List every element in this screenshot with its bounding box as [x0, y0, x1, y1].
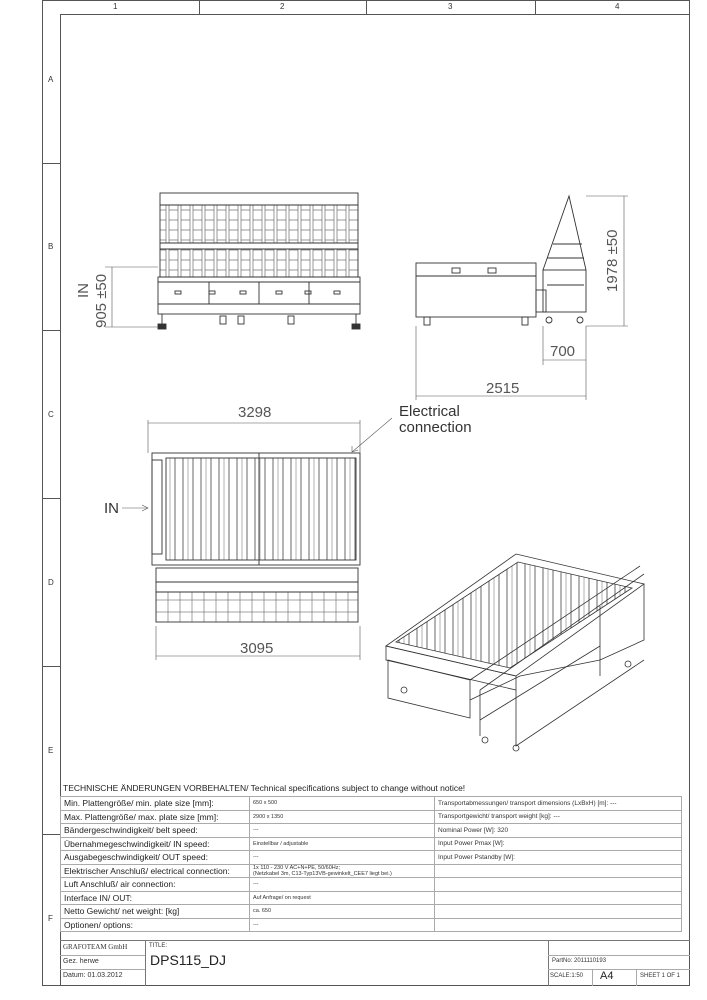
front-view — [158, 193, 360, 329]
spec-row: Optionen/ options: --- — [61, 918, 682, 932]
column-label-2: 2 — [280, 2, 285, 11]
spec-row: Min. Plattengröße/ min. plate size [mm]: 650 x 500 Transportabmessungen/ transport dimensions (LxBxH) [m]: --- — [61, 797, 682, 811]
spec-row: Übernahmegeschwindigkeit/ IN speed: Einstellbar / adjustable Input Power Pmax [W]: — [61, 837, 682, 851]
column-label-1: 1 — [113, 2, 118, 11]
spec-row: Netto Gewicht/ net weight: [kg] ca. 650 — [61, 905, 682, 919]
total-height-dimension: 1978 ±50 — [604, 229, 621, 292]
dimension-in-905 — [105, 267, 158, 327]
row-label-a: A — [48, 75, 54, 84]
row-label-f: F — [48, 914, 53, 923]
row-label-c: C — [48, 410, 54, 419]
electrical-connection-label-1: Electrical — [399, 403, 460, 420]
part-number: PartNo: 2011110193 — [552, 958, 607, 964]
column-label-3: 3 — [448, 2, 453, 11]
side-view-dimensions — [416, 196, 628, 400]
spec-row: Max. Plattengröße/ max. plate size [mm]: 2900 x 1350 Transportgewicht/ transport weight [kg]: --- — [61, 810, 682, 824]
in-arrow-label: IN — [104, 500, 119, 517]
sheet-number: SHEET 1 OF 1 — [640, 973, 680, 979]
spec-row: Elektrischer Anschluß/ electrical connection: 1x 110 - 230 V AC+N+PE, 50/60Hz; (Netzkabel 3m, C13-Typ13VB-gewinkelt_CEE7 liegt bei.) — [61, 864, 682, 878]
in-height-dimension: 905 ±50 — [93, 273, 110, 328]
spec-row: Luft Anschluß/ air connection: --- — [61, 878, 682, 892]
row-label-e: E — [48, 746, 54, 755]
change-notice: TECHNISCHE ÄNDERUNGEN VORBEHALTEN/ Technical specifications subject to change without notice! — [63, 783, 466, 793]
drawing-date: Datum: 01.03.2012 — [63, 972, 123, 979]
width-bottom-dimension: 3095 — [240, 640, 274, 657]
company-name: GRAFOTEAM GmbH — [63, 943, 128, 951]
paper-size: A4 — [600, 970, 614, 982]
drawn-by: Gez. herwe — [63, 958, 99, 965]
title-caption: TITLE: — [149, 943, 168, 949]
isometric-view — [386, 554, 644, 751]
length-dimension: 2515 — [486, 380, 520, 397]
spec-row: Ausgabegeschwindigkeit/ OUT speed: --- Input Power Pstandby [W]: — [61, 851, 682, 865]
drawing-title: DPS115_DJ — [150, 952, 227, 968]
in-height-label: IN — [75, 283, 92, 298]
row-label-d: D — [48, 578, 54, 587]
specification-table — [60, 796, 682, 932]
electrical-connection-label-2: connection — [399, 419, 472, 436]
top-view — [152, 453, 360, 622]
width-top-dimension: 3298 — [238, 404, 272, 421]
depth-dimension: 700 — [550, 343, 576, 360]
spec-row: Bändergeschwindigkeit/ belt speed: --- Nominal Power [W]: 320 — [61, 824, 682, 838]
drawing-scale: SCALE:1:50 — [550, 973, 584, 979]
side-view — [416, 196, 586, 325]
row-label-b: B — [48, 242, 54, 251]
column-label-4: 4 — [615, 2, 620, 11]
spec-row: Interface IN/ OUT: Auf Anfrage/ on request — [61, 891, 682, 905]
